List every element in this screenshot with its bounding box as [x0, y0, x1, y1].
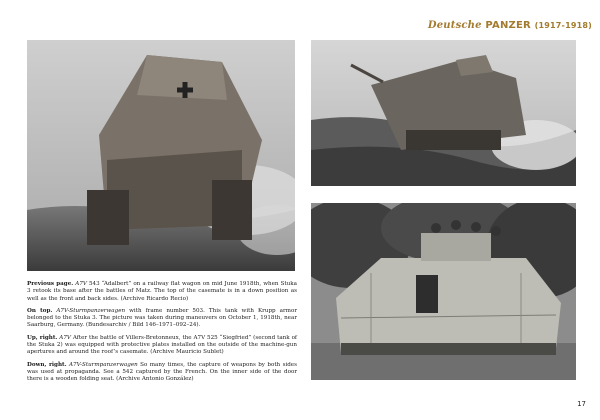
running-header	[428, 20, 592, 31]
caption-previous-page: Previous page. A7V 543 “Adalbert” on a railway flat wagon on mid June 1918th, when Stuka 3 retook its base after the battles of Matz. The top of the casemate is in a down position as well as the front and back sides. (Archive Ricardo Recio)	[27, 281, 297, 302]
photo-a7v-crossing	[311, 40, 576, 186]
header-title-caps: PANZER	[485, 20, 531, 31]
photo-captions	[27, 281, 297, 389]
header-title-years: (1917-1918)	[534, 21, 592, 30]
caption-on-top: On top. A7V-Sturmpanzerwagen with frame number 503. This tank with Krupp armor belonged to the Stuka 3. The picture was taken during maneuvers on October 1, 1918th, near Saarburg, Germany. (Bundesarchiv / Bild 146–1971–092–24).	[27, 307, 298, 329]
photo-a7v-captured	[311, 203, 576, 380]
header-title-script: Deutsche	[427, 20, 482, 31]
photo-a7v-front	[27, 40, 295, 271]
caption-up-right: Up, right. A7V After the battle of Villers-Bretonneux, the A7V 525 “Siegfried” (second tank of the Stuka 2) was equipped with protective plates installed on the outside of the machine-gun apertures and around the roof’s casemate. (Archive Mauricio Sublet)	[27, 334, 298, 356]
caption-down-right: Down, right. A7V-Sturmpanzerwagen So many times, the capture of weapons by both sides was used at propaganda. See a 542 captured by the French. On the inner side of the door there is a wooden folding seat. (Archive Antonio González)	[27, 361, 297, 383]
page-number: 17	[577, 400, 586, 408]
